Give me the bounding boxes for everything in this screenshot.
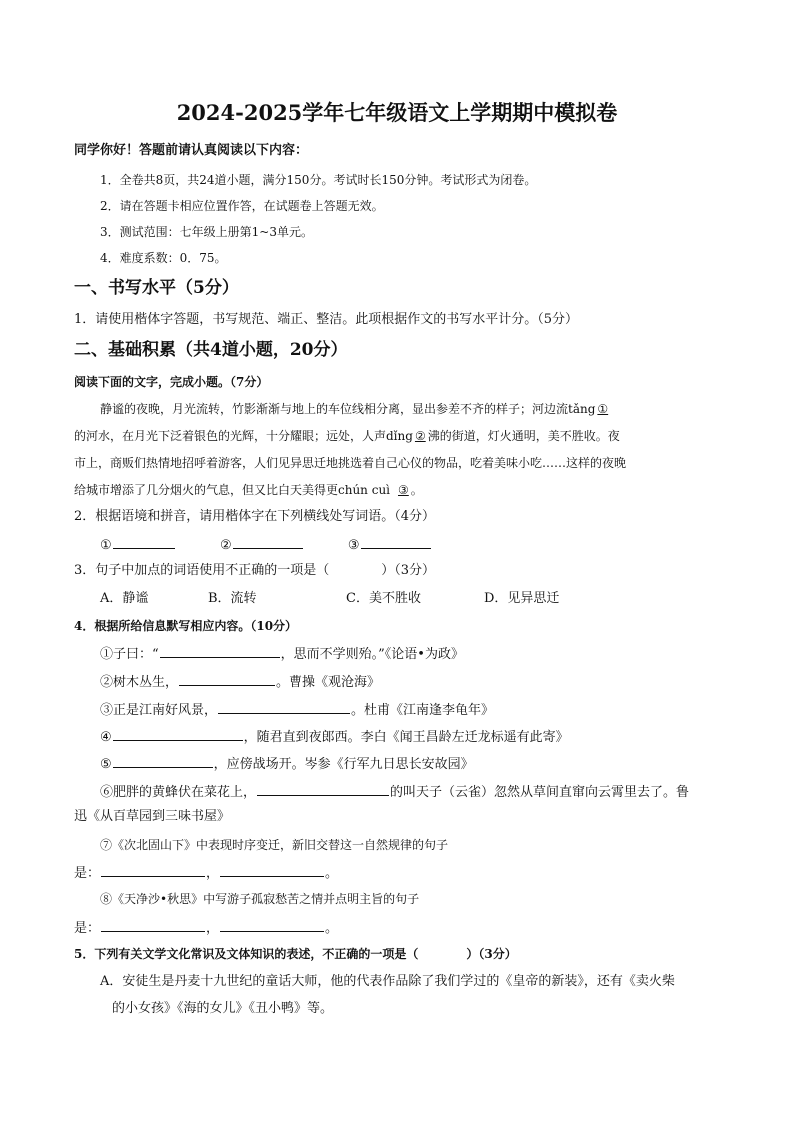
question-4: 4．根据所给信息默写相应内容。（10分） — [74, 619, 298, 633]
answer-blank-2[interactable] — [233, 535, 303, 549]
recite-item-5 — [100, 754, 474, 774]
recite-text: 。 — [325, 921, 339, 936]
recite-item-6 — [100, 782, 689, 802]
recite-text: ，思而不学则殆。”《论语•为政》 — [280, 647, 464, 662]
question-1: 1．请使用楷体字答题，书写规范、端正、整洁。此项根据作文的书写水平计分。（5分） — [74, 312, 579, 327]
recite-text: 是： — [74, 866, 101, 881]
notice-item-2: 2．请在答题卡相应位置作答，在试题卷上答题无效。 — [100, 199, 384, 213]
recite-text: ⑥肥胖的黄蜂伏在菜花上， — [100, 785, 257, 800]
blank-marker-2: ② — [414, 429, 426, 443]
recite-blank[interactable] — [218, 700, 350, 714]
option-a[interactable]: A．静谧 — [100, 591, 149, 606]
recite-item-7-answer — [74, 863, 338, 883]
recite-blank[interactable] — [220, 863, 324, 877]
recite-item-3 — [100, 700, 494, 720]
recite-item-2 — [100, 672, 380, 692]
recite-text: 。杜甫《江南逢李龟年》 — [351, 703, 495, 718]
passage-text: 。 — [410, 483, 423, 497]
section-2-heading: 二、基础积累（共4道小题，20分） — [74, 340, 348, 360]
recite-blank[interactable] — [179, 672, 275, 686]
recite-text: ①子曰：“ — [100, 647, 159, 662]
recite-text: 。曹操《观沧海》 — [276, 675, 381, 690]
recite-item-4 — [100, 727, 569, 747]
question-5-option-a-cont: 的小女孩》《海的女儿》《丑小鸭》等。 — [112, 1001, 334, 1016]
recite-text: ⑤ — [100, 757, 112, 772]
recite-blank[interactable] — [101, 918, 205, 932]
question-5-option-a[interactable]: A．安徒生是丹麦十九世纪的童话大师，他的代表作品除了我们学过的《皇帝的新装》，还有《卖火柴 — [100, 974, 675, 989]
recite-text: 是： — [74, 921, 101, 936]
question-2: 2．根据语境和拼音，请用楷体字在下列横线处写词语。（4分） — [74, 509, 436, 524]
recite-blank[interactable] — [113, 754, 213, 768]
option-c[interactable]: C．美不胜收 — [346, 591, 421, 606]
passage-text: 给城市增添了几分烟火的气息，但又比白天美得更chún cuì — [74, 483, 391, 497]
blank-label-1: ① — [100, 538, 112, 553]
blank-marker-3: ③ — [398, 483, 409, 497]
question-2-blanks — [100, 535, 432, 555]
recite-item-6-cont: 迅《从百草园到三味书屋》 — [74, 809, 231, 824]
passage-text: 沸的街道，灯火通明，美不胜收。夜 — [427, 429, 620, 443]
question-5: 5．下列有关文学文化常识及文体知识的表述，不正确的一项是（ ）（3分） — [74, 947, 517, 961]
recite-item-8-answer — [74, 918, 338, 938]
recite-text: ， — [206, 866, 220, 881]
passage-line-4 — [74, 481, 423, 499]
recite-text: ，应傍战场开。岑参《行军九日思长安故园》 — [213, 757, 474, 772]
passage-line-1 — [100, 400, 610, 418]
blank-label-3: ③ — [347, 538, 360, 553]
exam-title: 2024-2025学年七年级语文上学期期中模拟卷 — [176, 100, 618, 125]
option-d[interactable]: D．见异思迁 — [484, 591, 560, 606]
notice-item-4: 4．难度系数：0．75。 — [100, 251, 227, 265]
recite-item-1 — [100, 644, 464, 664]
passage-text: 的河水，在月光下泛着银色的光辉，十分耀眼；远处，人声dǐng — [74, 429, 413, 443]
recite-blank[interactable] — [160, 644, 280, 658]
passage-text: 静谧的夜晚，月光流转，竹影渐渐与地上的车位线相分离，显出参差不齐的样子；河边流tǎng — [100, 402, 596, 416]
notice-item-1: 1．全卷共8页，共24道小题，满分150分。考试时长150分钟。考试形式为闭卷。 — [100, 173, 537, 187]
reading-prompt: 阅读下面的文字，完成小题。（7分） — [74, 375, 269, 389]
answer-blank-1[interactable] — [113, 535, 175, 549]
recite-blank[interactable] — [257, 782, 389, 796]
recite-item-7: ⑦《次北固山下》中表现时序变迁，新旧交替这一自然规律的句子 — [100, 838, 449, 852]
notice-heading: 同学你好！答题前请认真阅读以下内容： — [74, 143, 309, 158]
recite-text: ， — [206, 921, 220, 936]
passage-line-2 — [74, 427, 620, 445]
recite-text: ②树木丛生， — [100, 675, 179, 690]
blank-label-2: ② — [219, 538, 232, 553]
notice-item-3: 3．测试范围：七年级上册第1~3单元。 — [100, 225, 313, 239]
answer-blank-3[interactable] — [361, 535, 431, 549]
recite-text: 。 — [325, 866, 339, 881]
recite-blank[interactable] — [101, 863, 205, 877]
section-1-heading: 一、书写水平（5分） — [74, 278, 239, 298]
question-3: 3．句子中加点的词语使用不正确的一项是（ ）（3分） — [74, 563, 436, 578]
question-3-options — [100, 590, 559, 608]
recite-item-8: ⑧《天净沙•秋思》中写游子孤寂愁苦之情并点明主旨的句子 — [100, 892, 420, 906]
recite-blank[interactable] — [113, 727, 243, 741]
recite-text: 的叫天子（云雀）忽然从草间直窜向云霄里去了。鲁 — [390, 785, 690, 800]
option-b[interactable]: B．流转 — [208, 591, 257, 606]
recite-text: ，随君直到夜郎西。李白《闻王昌龄左迁龙标遥有此寄》 — [243, 730, 569, 745]
blank-marker-1: ① — [597, 402, 609, 416]
recite-blank[interactable] — [220, 918, 324, 932]
recite-text: ③正是江南好风景， — [100, 703, 218, 718]
recite-text: ④ — [100, 730, 112, 745]
passage-line-3: 市上，商贩们热情地招呼着游客，人们见异思迁地挑选着自己心仪的物品，吃着美味小吃……这样的夜晚 — [74, 456, 627, 470]
